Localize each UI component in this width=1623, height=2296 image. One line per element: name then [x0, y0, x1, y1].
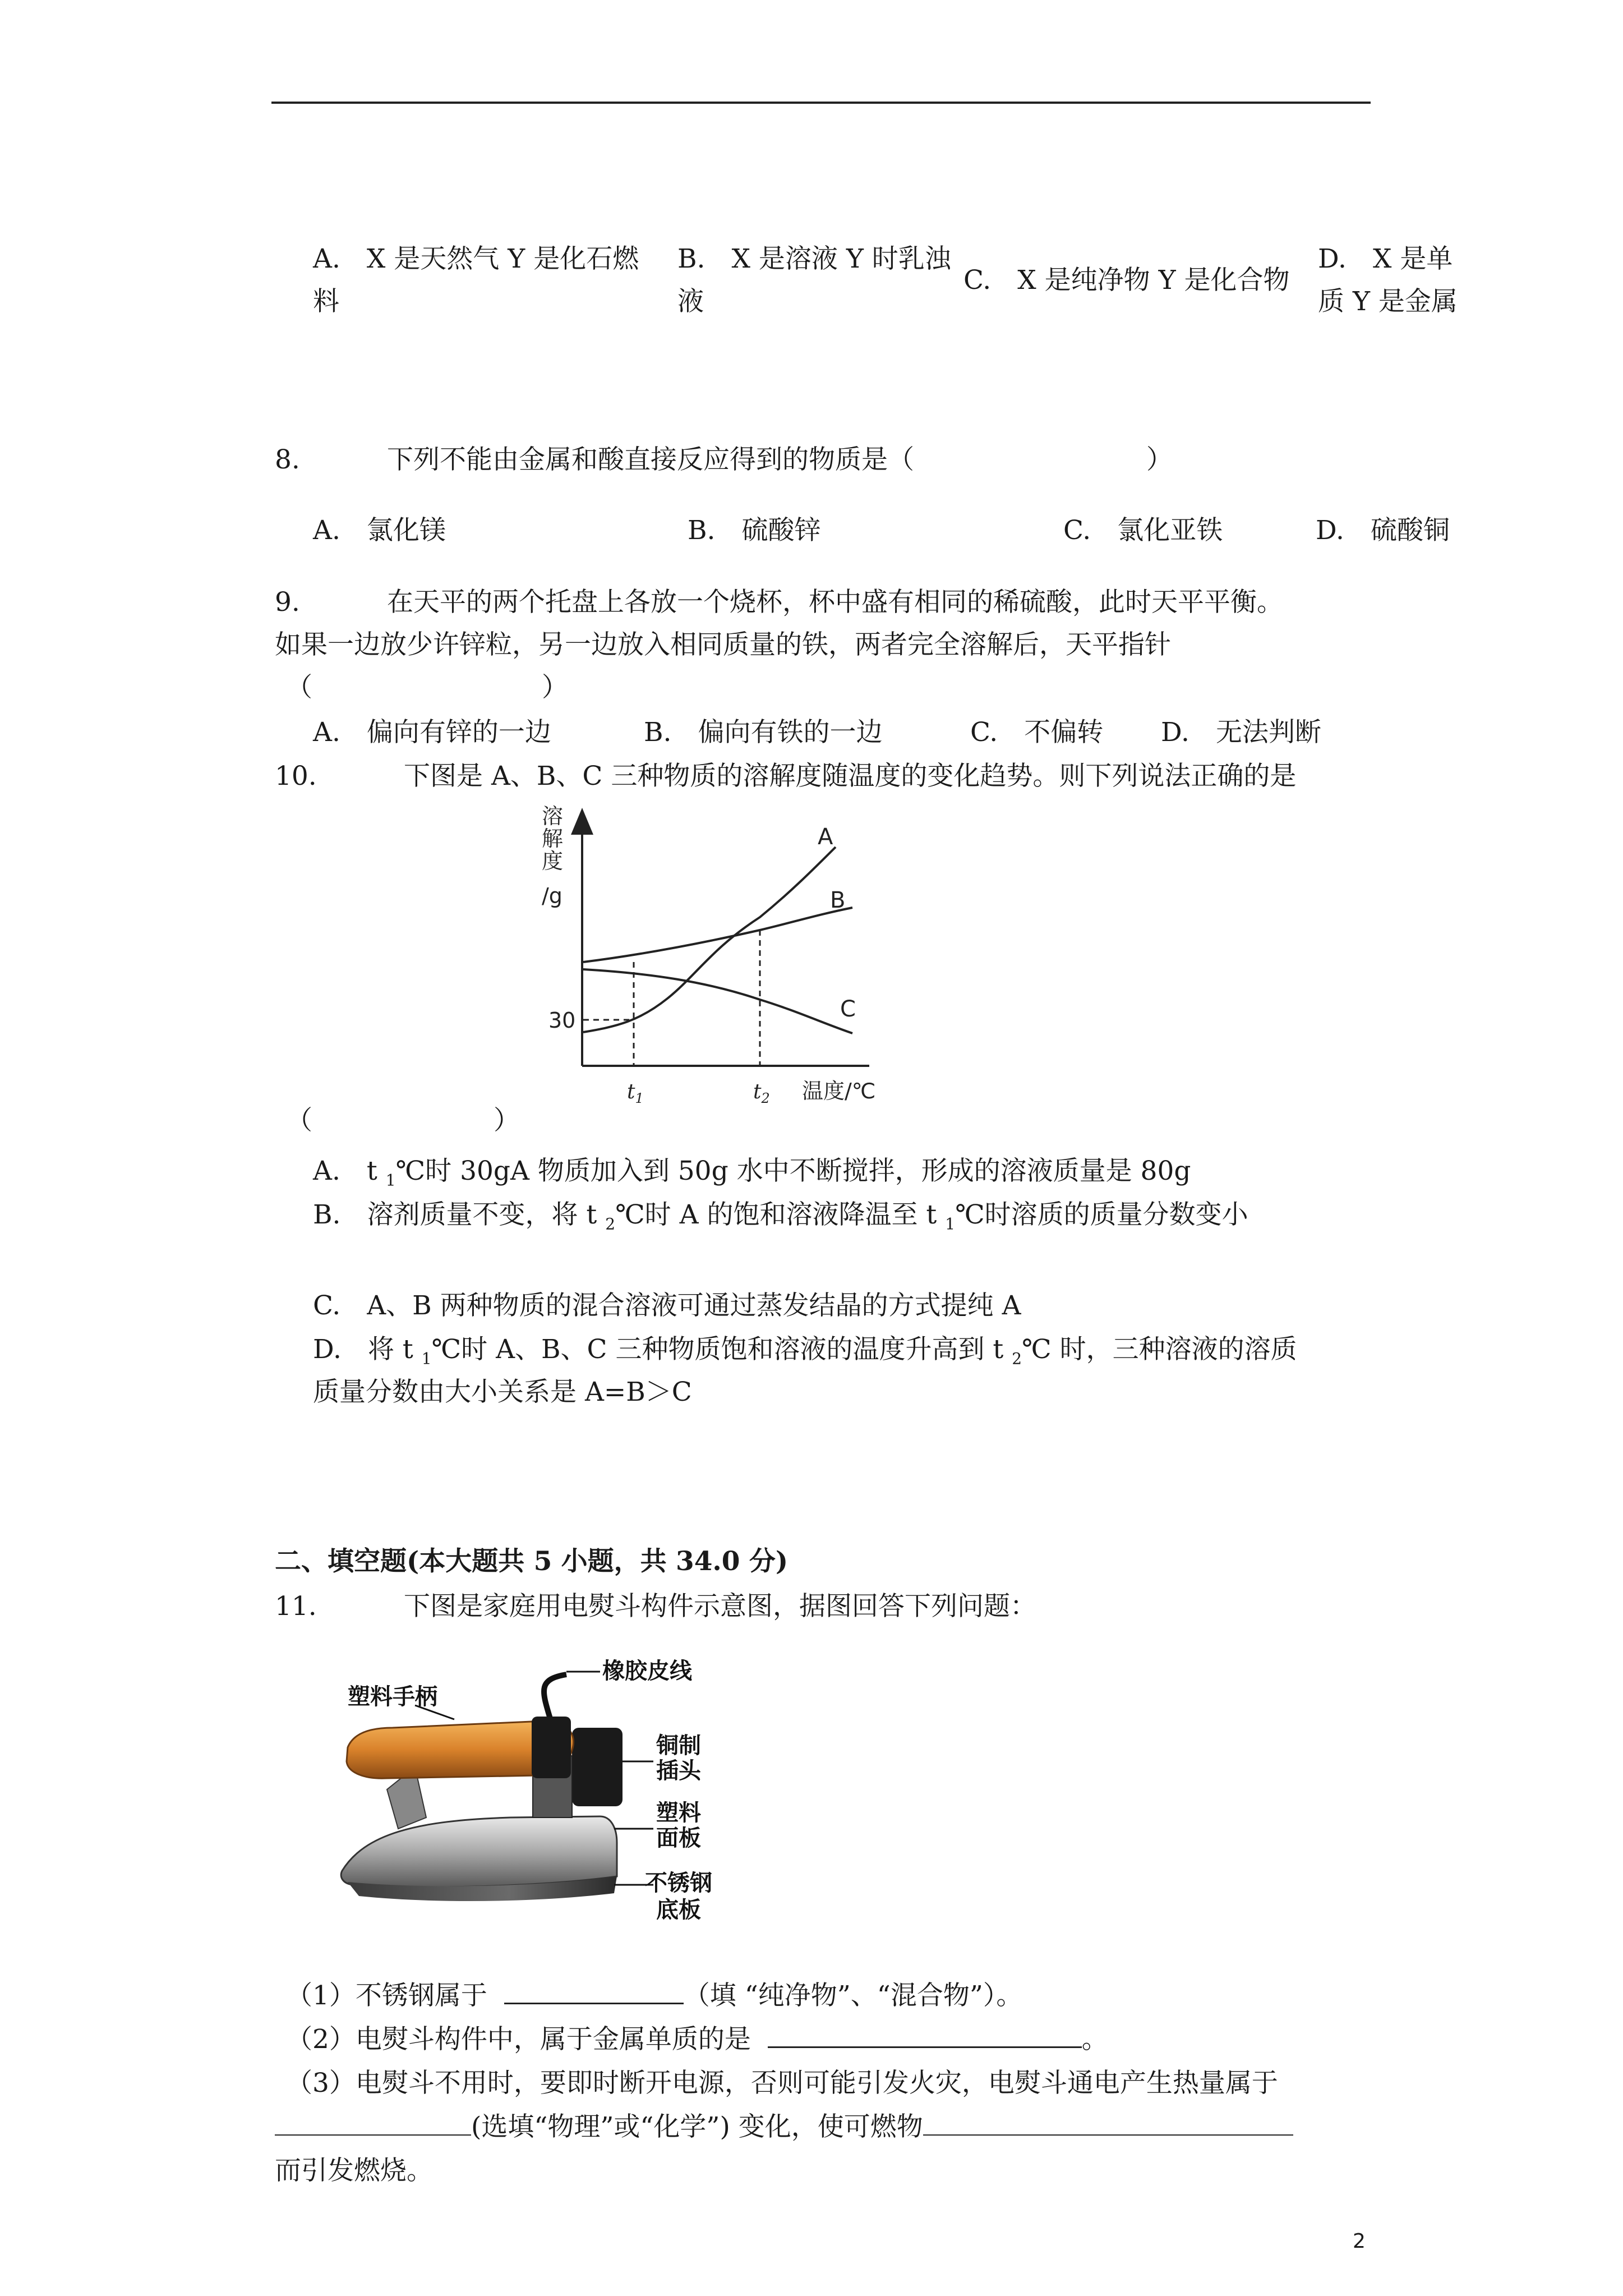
q9-option-b: B. 偏向有铁的一边: [644, 717, 883, 748]
label-stainless-base-2: 底板: [656, 1897, 701, 1923]
q8-option-b: B. 硫酸锌: [688, 515, 821, 546]
q7-option-d-line2: 质 Y 是金属: [1318, 286, 1458, 317]
q11-part2-blank[interactable]: [768, 2024, 1082, 2048]
iron-diagram: [331, 1649, 735, 1941]
q9-paren-open: （: [286, 672, 312, 703]
q7-option-b-line1: B. X 是溶液 Y 时乳浊: [677, 243, 951, 274]
curve-label-a: A: [818, 824, 833, 850]
q11-part1-blank[interactable]: [504, 1980, 684, 2004]
q10-option-c: C. A、B 两种物质的混合溶液可通过蒸发结晶的方式提纯 A: [313, 1290, 1021, 1321]
q9-option-d: D. 无法判断: [1161, 717, 1321, 748]
q8-number: 8.: [275, 444, 300, 475]
q11-number: 11.: [275, 1591, 317, 1622]
q9-paren-close: ）: [542, 672, 568, 703]
label-copper-plug-2: 插头: [656, 1758, 701, 1784]
q8-stem: 下列不能由金属和酸直接反应得到的物质是（: [387, 444, 914, 475]
q8-option-a: A. 氯化镁: [313, 515, 446, 546]
q10-stem: 下图是 A、B、C 三种物质的溶解度随温度的变化趋势。则下列说法正确的是: [404, 761, 1297, 792]
y-tick-30: 30: [548, 1008, 576, 1033]
q9-option-a: A. 偏向有锌的一边: [313, 717, 551, 748]
label-plastic-handle: 塑料手柄: [348, 1684, 437, 1710]
handle-rear-cap: [532, 1717, 571, 1778]
y-label-char-2: 解: [542, 826, 564, 851]
header-rule: [271, 102, 1371, 104]
q11-part2: （2）电熨斗构件中，属于金属单质的是 。: [286, 2024, 1108, 2055]
label-copper-plug-1: 铜制: [656, 1733, 701, 1759]
q10-paren-close: ）: [494, 1105, 520, 1136]
q11-part3-line2: (选填“物理”或“化学”) 变化，使可燃物: [275, 2106, 1293, 2148]
y-label-unit: /g: [542, 884, 562, 908]
label-stainless-base-1: 不锈钢: [645, 1870, 712, 1896]
q10-option-b: B. 溶剂质量不变，将 t $_2$℃时 A 的饱和溶液降温至 t $_1$℃时溶质的质量分数变小: [313, 1199, 1248, 1234]
section-2-title: 二、填空题(本大题共 5 小题，共 34.0 分): [275, 1546, 789, 1577]
q11-part1: （1）不锈钢属于 （填 “纯净物”、“混合物”）。: [286, 1980, 1023, 2011]
x-tick-t2: $t_2$: [753, 1080, 770, 1106]
q8-paren-close: ）: [1146, 444, 1173, 475]
q7-option-a-line1: A. X 是天然气 Y 是化石燃: [313, 243, 639, 274]
curve-b: [583, 908, 852, 962]
plug-box: [572, 1728, 623, 1806]
q7-option-b-line2: 液: [677, 286, 704, 317]
iron-body: [341, 1816, 617, 1887]
q11-stem: 下图是家庭用电熨斗构件示意图，据图回答下列问题：: [404, 1591, 1036, 1622]
q9-line2: 如果一边放少许锌粒，另一边放入相同质量的铁，两者完全溶解后，天平指针: [275, 629, 1171, 660]
q11-part3-line3: 而引发燃烧。: [275, 2155, 433, 2186]
q7-option-d-line1: D. X 是单: [1318, 243, 1453, 274]
q9-number: 9.: [275, 587, 300, 618]
curve-a: [583, 847, 836, 1032]
label-rubber-cord: 橡胶皮线: [602, 1658, 692, 1684]
page-number: 2: [1353, 2230, 1366, 2253]
curve-label-c: C: [840, 996, 856, 1022]
x-axis-label: 温度/℃: [802, 1079, 876, 1103]
y-label-char-1: 溶: [542, 804, 564, 829]
q10-number: 10.: [275, 761, 317, 792]
q11-part3-blank1[interactable]: [275, 2112, 471, 2136]
q10-option-a: A. t $_1$℃时 30gA 物质加入到 50g 水中不断搅拌，形成的溶液质量是 80g: [313, 1156, 1191, 1190]
q8-option-d: D. 硫酸铜: [1316, 515, 1450, 546]
q9-option-c: C. 不偏转: [970, 717, 1104, 748]
q9-line1: 在天平的两个托盘上各放一个烧杯，杯中盛有相同的稀硫酸，此时天平平衡。: [387, 587, 1283, 618]
q11-part3-line1: （3）电熨斗不用时，要即时断开电源，否则可能引发火灾，电熨斗通电产生热量属于: [286, 2068, 1278, 2099]
y-label-char-3: 度: [542, 849, 564, 873]
label-plastic-panel-2: 面板: [656, 1825, 701, 1851]
q7-option-a-line2: 料: [313, 286, 339, 317]
q10-option-d-line1: D. 将 t $_1$℃时 A、B、C 三种物质饱和溶液的温度升高到 t $_2$℃ 时，三种溶液的溶质: [313, 1334, 1297, 1368]
q8-option-c: C. 氯化亚铁: [1063, 515, 1223, 546]
q11-part3-blank2[interactable]: [923, 2112, 1293, 2136]
solubility-chart: [538, 802, 897, 1128]
q10-paren-open: （: [286, 1105, 312, 1136]
curve-label-b: B: [830, 887, 846, 913]
label-plastic-panel-1: 塑料: [656, 1800, 701, 1826]
q10-option-d-line2: 质量分数由大小关系是 A=B＞C: [313, 1377, 692, 1407]
x-tick-t1: $t_1$: [627, 1080, 644, 1106]
q7-option-c: C. X 是纯净物 Y 是化合物: [963, 265, 1290, 296]
